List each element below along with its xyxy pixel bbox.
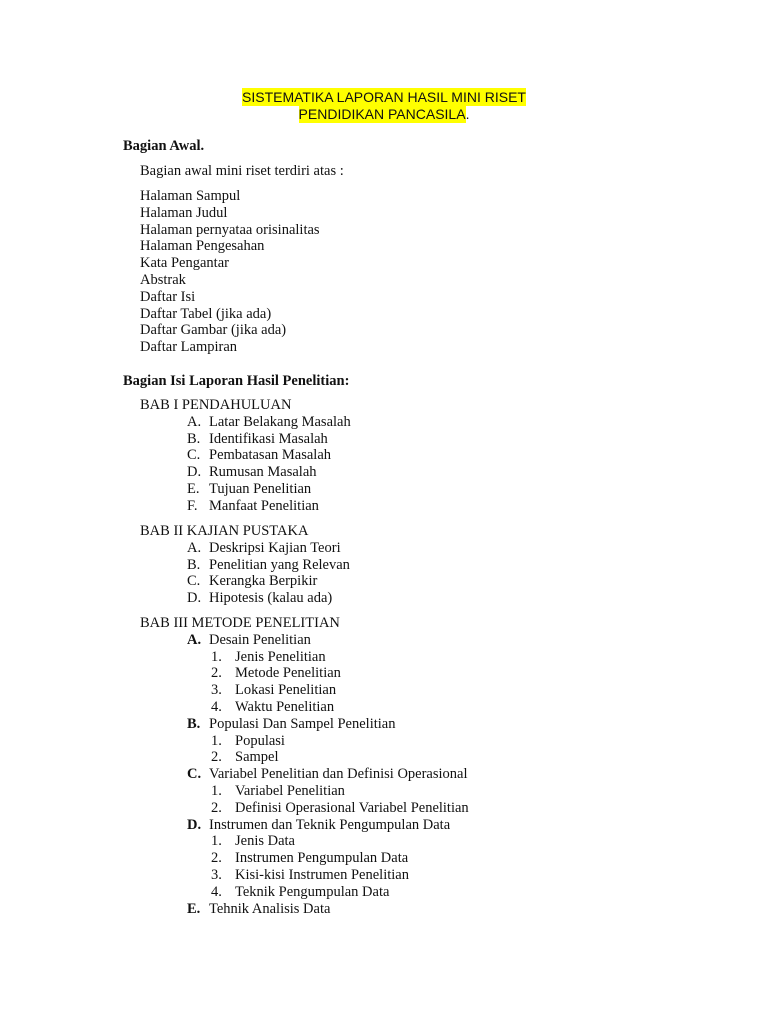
section-heading-bagian-isi: Bagian Isi Laporan Hasil Penelitian:: [123, 373, 350, 389]
list-marker: 3.: [211, 867, 222, 883]
chapter-list-item: [187, 574, 317, 589]
list-marker: E.: [187, 481, 200, 497]
title-period: .: [465, 106, 470, 122]
front-matter-item: Daftar Tabel (jika ada): [140, 305, 272, 322]
list-item-text: Teknik Pengumpulan Data: [235, 883, 390, 900]
chapter-list-item: [187, 415, 351, 430]
title-highlight-1: SISTEMATIKA LAPORAN HASIL MINI RISET: [242, 89, 526, 105]
front-matter-item: Daftar Lampiran: [140, 339, 238, 356]
sub-list-item: [211, 683, 336, 698]
title-highlight-2: PENDIDIKAN PANCASILA: [298, 106, 466, 122]
list-marker: 3.: [211, 682, 222, 699]
chapter-list-item: [187, 818, 450, 833]
list-marker: D.: [187, 464, 202, 481]
document-title-line-1: [0, 90, 768, 104]
list-item-text: Rumusan Masalah: [209, 464, 317, 481]
chapter-list-item: [187, 767, 468, 782]
list-item-text: Variabel Penelitian: [235, 783, 345, 799]
front-matter-item: Abstrak: [140, 272, 186, 288]
list-item-text: Tehnik Analisis Data: [209, 900, 331, 917]
list-item-text: Populasi: [235, 732, 285, 749]
list-item-text: Pembatasan Masalah: [209, 447, 332, 464]
front-matter-item: Halaman Sampul: [140, 188, 241, 204]
chapter-list-item: [187, 717, 395, 732]
list-item-text: Jenis Penelitian: [235, 648, 326, 665]
list-item-text: Jenis Data: [235, 833, 295, 850]
chapter-list-item: [187, 902, 330, 917]
sub-list-item: [211, 868, 409, 883]
list-item-text: Waktu Penelitian: [235, 699, 335, 715]
chapter-list-item: [187, 499, 319, 514]
front-matter-item: Halaman Pengesahan: [140, 238, 265, 255]
list-item-text: Deskripsi Kajian Teori: [209, 539, 341, 556]
list-marker: A.: [187, 413, 202, 430]
list-item-text: Desain Penelitian: [209, 631, 311, 648]
chapter-list-item: [187, 558, 350, 573]
list-marker: D.: [187, 590, 202, 607]
list-marker: 1.: [211, 833, 222, 850]
chapter-list-item: [187, 448, 331, 463]
list-marker: 1.: [211, 732, 222, 749]
sub-list-item: [211, 834, 295, 849]
list-item-text: Hipotesis (kalau ada): [209, 590, 333, 607]
sub-list-item: [211, 801, 469, 816]
list-item-text: Variabel Penelitian dan Definisi Operasional: [209, 766, 468, 783]
list-marker: D.: [187, 816, 202, 833]
list-item-text: Instrumen dan Teknik Pengumpulan Data: [209, 816, 451, 833]
list-marker: F.: [187, 497, 198, 514]
chapter-list-item: [187, 591, 332, 606]
list-marker: C.: [187, 766, 202, 783]
list-marker: B.: [187, 430, 201, 447]
sub-list-item: [211, 734, 285, 749]
chapter-title: BAB III METODE PENELITIAN: [140, 615, 340, 631]
front-matter-item: Daftar Isi: [140, 288, 196, 305]
list-item-text: Tujuan Penelitian: [209, 481, 312, 497]
sub-list-item: [211, 650, 326, 665]
sub-list-item: [211, 851, 408, 866]
sub-list-item: [211, 784, 345, 799]
sub-list-item: [211, 666, 341, 681]
list-item-text: Populasi Dan Sampel Penelitian: [209, 715, 396, 732]
list-marker: C.: [187, 447, 201, 464]
list-item-text: Manfaat Penelitian: [209, 497, 319, 514]
chapter-list-item: [187, 432, 328, 447]
list-item-text: Penelitian yang Relevan: [209, 556, 350, 573]
list-marker: B.: [187, 556, 201, 573]
list-item-text: Instrumen Pengumpulan Data: [235, 850, 409, 867]
document-title-line-2: [0, 107, 768, 121]
chapter-list-item: [187, 541, 341, 556]
section-heading-bagian-awal: Bagian Awal.: [123, 138, 205, 154]
section-intro: Bagian awal mini riset terdiri atas :: [140, 163, 344, 179]
list-marker: 1.: [211, 648, 222, 665]
list-item-text: Kerangka Berpikir: [209, 573, 318, 590]
chapter-list-item: [187, 465, 317, 480]
list-marker: C.: [187, 573, 201, 590]
chapter-title: BAB I PENDAHULUAN: [140, 397, 292, 413]
list-marker: 1.: [211, 783, 222, 799]
sub-list-item: [211, 700, 334, 715]
list-marker: 4.: [211, 699, 222, 715]
front-matter-item: Daftar Gambar (jika ada): [140, 322, 287, 339]
list-marker: 4.: [211, 883, 222, 900]
list-marker: 2.: [211, 749, 222, 766]
list-item-text: Lokasi Penelitian: [235, 682, 337, 699]
list-item-text: Sampel: [235, 749, 279, 766]
list-marker: A.: [187, 539, 202, 556]
chapter-title: BAB II KAJIAN PUSTAKA: [140, 523, 309, 539]
list-marker: 2.: [211, 665, 222, 682]
list-marker: B.: [187, 715, 201, 732]
front-matter-item: Kata Pengantar: [140, 255, 229, 272]
chapter-list-item: [187, 633, 311, 648]
list-item-text: Metode Penelitian: [235, 665, 341, 682]
list-item-text: Identifikasi Masalah: [209, 430, 328, 447]
list-marker: E.: [187, 900, 201, 917]
sub-list-item: [211, 750, 279, 765]
list-item-text: Latar Belakang Masalah: [209, 413, 351, 430]
front-matter-item: Halaman Judul: [140, 204, 228, 221]
front-matter-item: Halaman pernyataa orisinalitas: [140, 221, 320, 238]
list-marker: 2.: [211, 850, 222, 867]
list-item-text: Kisi-kisi Instrumen Penelitian: [235, 867, 409, 883]
sub-list-item: [211, 885, 389, 900]
list-item-text: Definisi Operasional Variabel Penelitian: [235, 799, 469, 816]
list-marker: 2.: [211, 799, 222, 816]
chapter-list-item: [187, 482, 311, 497]
list-marker: A.: [187, 631, 202, 648]
